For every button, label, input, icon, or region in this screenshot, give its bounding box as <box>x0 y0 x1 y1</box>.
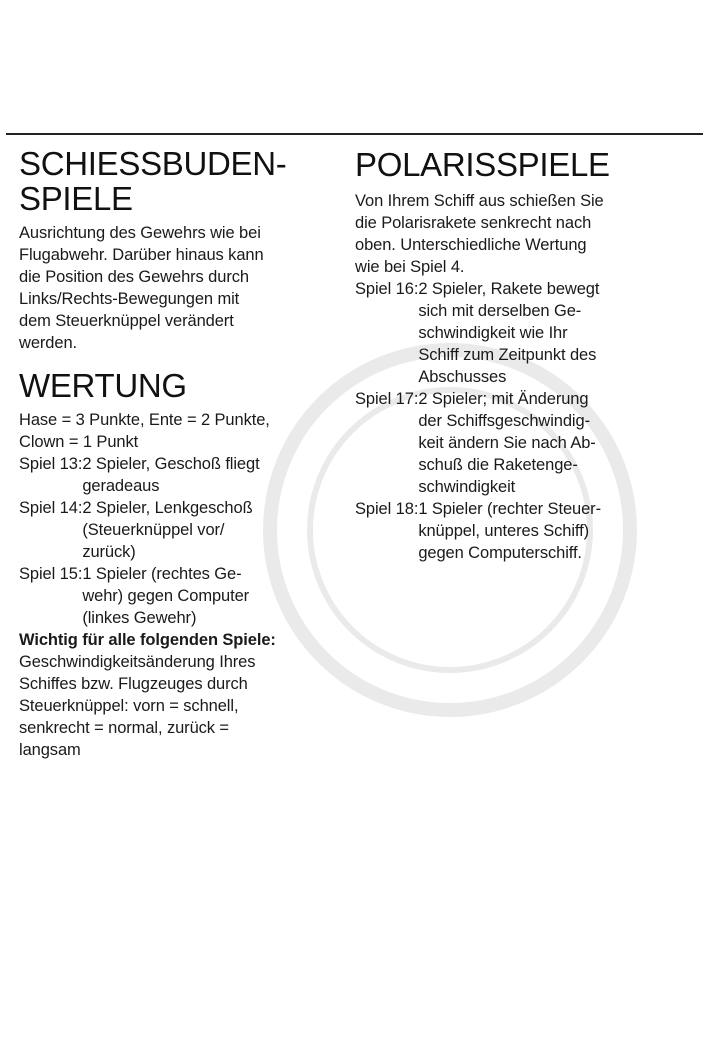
polaris-intro <box>355 190 695 278</box>
text-line: wehr) gegen Computer <box>82 587 250 605</box>
right-column <box>355 146 695 564</box>
spiel-17 <box>355 388 695 498</box>
text-line: knüppel, unteres Schiff) <box>418 522 589 540</box>
text-line: Flugabwehr. Darüber hinaus kann <box>19 246 264 264</box>
text-line: zurück) <box>82 543 136 561</box>
spiel-label: Spiel 17: <box>355 390 419 408</box>
text-line: Hase = 3 Punkte, Ente = 2 Punkte, <box>19 411 270 429</box>
left-column <box>19 146 329 761</box>
text-line: wie bei Spiel 4. <box>355 258 465 276</box>
text-line: 2 Spieler, Geschoß fliegt <box>82 455 260 473</box>
text-line: dem Steuerknüppel verändert <box>19 312 234 330</box>
heading-line-2: SPIELE <box>19 180 133 217</box>
spiel-label: Spiel 16: <box>355 280 419 298</box>
text-line: 2 Spieler, Rakete bewegt <box>418 280 600 298</box>
text-line: Links/Rechts-Bewegungen mit <box>19 290 240 308</box>
text-line: geradeaus <box>82 477 160 495</box>
text-line: schwindigkeit <box>418 478 516 496</box>
spiel-15 <box>19 563 329 629</box>
text-line: Clown = 1 Punkt <box>19 433 139 451</box>
text-line: (Steuerknüppel vor/ <box>82 521 225 539</box>
spiel-13 <box>19 453 329 497</box>
heading-wertung: WERTUNG <box>19 367 187 404</box>
important-heading: Wichtig für alle folgenden Spiele: <box>19 631 276 649</box>
spiel-14 <box>19 497 329 563</box>
text-line: keit ändern Sie nach Ab- <box>418 434 596 452</box>
spiel-16 <box>355 278 695 388</box>
text-line: senkrecht = normal, zurück = <box>19 719 229 737</box>
text-line: Abschusses <box>418 368 507 386</box>
text-line: 2 Spieler, Lenkgeschoß <box>82 499 253 517</box>
spiel-label: Spiel 15: <box>19 565 83 583</box>
spiel-label: Spiel 13: <box>19 455 83 473</box>
text-line: 1 Spieler (rechter Steuer- <box>418 500 601 518</box>
scoring-block <box>19 409 329 761</box>
header-rule <box>6 133 703 135</box>
text-line: sich mit derselben Ge- <box>418 302 582 320</box>
text-line: schwindigkeit wie Ihr <box>418 324 568 342</box>
text-line: 1 Spieler (rechtes Ge- <box>82 565 242 583</box>
heading-polarisspiele: POLARISSPIELE <box>355 146 610 183</box>
text-line: die Position des Gewehrs durch <box>19 268 249 286</box>
text-line: werden. <box>19 334 78 352</box>
text-line: Geschwindigkeitsänderung Ihres <box>19 653 256 671</box>
text-line: Ausrichtung des Gewehrs wie bei <box>19 224 261 242</box>
text-line: oben. Unterschiedliche Wertung <box>355 236 587 254</box>
intro-paragraph <box>19 222 329 354</box>
heading-schiessbuden <box>19 146 329 216</box>
text-line: Schiffes bzw. Flugzeuges durch <box>19 675 248 693</box>
text-line: (linkes Gewehr) <box>82 609 197 627</box>
text-line: schuß die Raketenge- <box>418 456 578 474</box>
heading-line-1: SCHIESSBUDEN- <box>19 145 287 182</box>
text-line: langsam <box>19 741 81 759</box>
text-line: gegen Computerschiff. <box>418 544 582 562</box>
text-line: Steuerknüppel: vorn = schnell, <box>19 697 239 715</box>
spiel-18 <box>355 498 695 564</box>
text-line: 2 Spieler; mit Änderung <box>418 390 589 408</box>
text-line: Von Ihrem Schiff aus schießen Sie <box>355 192 604 210</box>
text-line: die Polarisrakete senkrecht nach <box>355 214 592 232</box>
text-line: der Schiffsgeschwindig- <box>418 412 590 430</box>
spiel-label: Spiel 14: <box>19 499 83 517</box>
text-line: Schiff zum Zeitpunkt des <box>418 346 597 364</box>
spiel-label: Spiel 18: <box>355 500 419 518</box>
